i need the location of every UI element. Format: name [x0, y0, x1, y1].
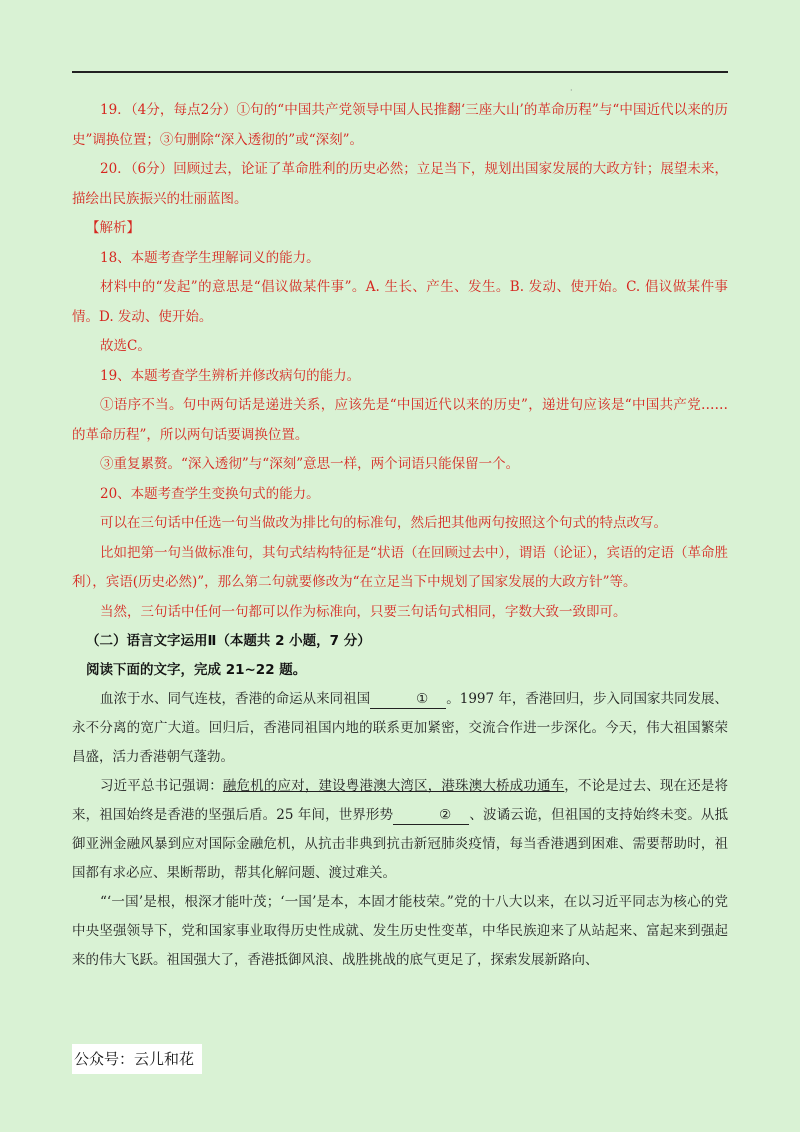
- underlined-sentence: 融危机的应对，建设粤港澳大湾区，港珠澳大桥成功通车: [222, 778, 565, 794]
- analysis-q19-point2: ③重复累赘。“深入透彻”与“深刻”意思一样，两个词语只能保留一个。: [100, 456, 520, 472]
- passage-text: 。1997 年，香港回归，步入同国家共同发展、永不分离的宽广大道。回归后，香港同祖国内地的联系更加紧密，交流合作进一步深化。今天，伟大祖国繁荣昌盛，活力香港朝气蓬勃。: [72, 691, 728, 765]
- passage-text: 、波谲云诡，但祖国的支持始终未变。从抵御亚洲金融风暴到应对国际金融危机，从抗击非典到抗击新冠肺炎疫情，每当香港遇到困难、需要帮助时，祖国都有求必应、果断帮助，帮其化解问题、渡过难关。: [72, 807, 728, 881]
- analysis-q18-body: 材料中的“发起”的意思是“倡议做某件事”。A. 生长、产生、发生。B. 发动、使开始。C. 倡议做某件事情。D. 发动、使开始。: [72, 279, 728, 325]
- passage-paragraph-2: [72, 772, 728, 888]
- analysis-q20-para3: 当然，三句话中任何一句都可以作为标准向，只要三句话句式相同，字数大致一致即可。: [100, 603, 627, 620]
- answer-q19: 19．（4分，每点2分）①句的“中国共产党领导中国人民推翻‘三座大山’的革命历程”与“中国近代以来的历史”调换位置；③句删除“深入透彻的”或“深刻”。: [72, 102, 728, 148]
- analysis-heading: 【解析】: [86, 220, 140, 236]
- passage-text: 血浓于水、同气连枝，香港的命运从来同祖国: [100, 691, 371, 707]
- passage-paragraph-3: “‘一国’是根，根深才能叶茂；‘一国’是本，本固才能枝荣。”党的十八大以来，在以习近平同志为核心的党中央坚强领导下，党和国家事业取得历史性成就、发生历史性变革，中华民族迎来了从站起来、富起来到强起来的伟大飞跃。祖国强大了，香港抵御风浪、战胜挑战的底气更足了，探索发展新路向、: [72, 894, 728, 968]
- blank-1: ①: [370, 690, 446, 709]
- blank-2: ②: [393, 806, 469, 825]
- analysis-q20-title: 20、本题考查学生变换句式的能力。: [100, 485, 320, 502]
- analysis-q19-title: 19、本题考查学生辨析并修改病句的能力。: [100, 367, 361, 384]
- analysis-q18-answer: 故选C。: [100, 338, 151, 354]
- header-rule: [72, 71, 728, 73]
- analysis-q18-title: 18、本题考查学生理解词义的能力。: [100, 249, 320, 266]
- page-dot: ·: [570, 86, 573, 95]
- section-instruction: 阅读下面的文字，完成 21~22 题。: [86, 662, 307, 678]
- footer-watermark: 公众号：云儿和花: [72, 1044, 202, 1074]
- section-title: （二）语言文字运用Ⅱ（本题共 2 小题，7 分）: [86, 633, 371, 649]
- analysis-q20-para2: 比如把第一句当做标准句，其句式结构特征是“状语（在回顾过去中），谓语（论证），宾语的定语（革命胜利），宾语(历史必然)”，那么第二句就要修改为“在立足当下中规划了国家发展的大政方针”等。: [72, 544, 728, 590]
- passage-paragraph-1: [72, 685, 728, 772]
- document-body: [72, 96, 728, 975]
- passage-text: 习近平总书记强调：: [100, 778, 223, 794]
- passage-text: ，不论是过去、现在还是将来，祖国始终是香港的坚强后盾。25 年间，世界形势: [72, 778, 729, 823]
- analysis-q19-point1: ①语序不当。句中两句话是递进关系，应该先是“中国近代以来的历史”，递进句应该是“中国共产党……的革命历程”，所以两句话要调换位置。: [72, 397, 728, 443]
- analysis-q20-para1: 可以在三句话中任选一句当做改为排比句的标准句，然后把其他两句按照这个句式的特点改写。: [100, 515, 667, 531]
- answer-q20: 20．（6分）回顾过去，论证了革命胜利的历史必然；立足当下，规划出国家发展的大政方针；展望未来，描绘出民族振兴的壮丽蓝图。: [72, 161, 728, 207]
